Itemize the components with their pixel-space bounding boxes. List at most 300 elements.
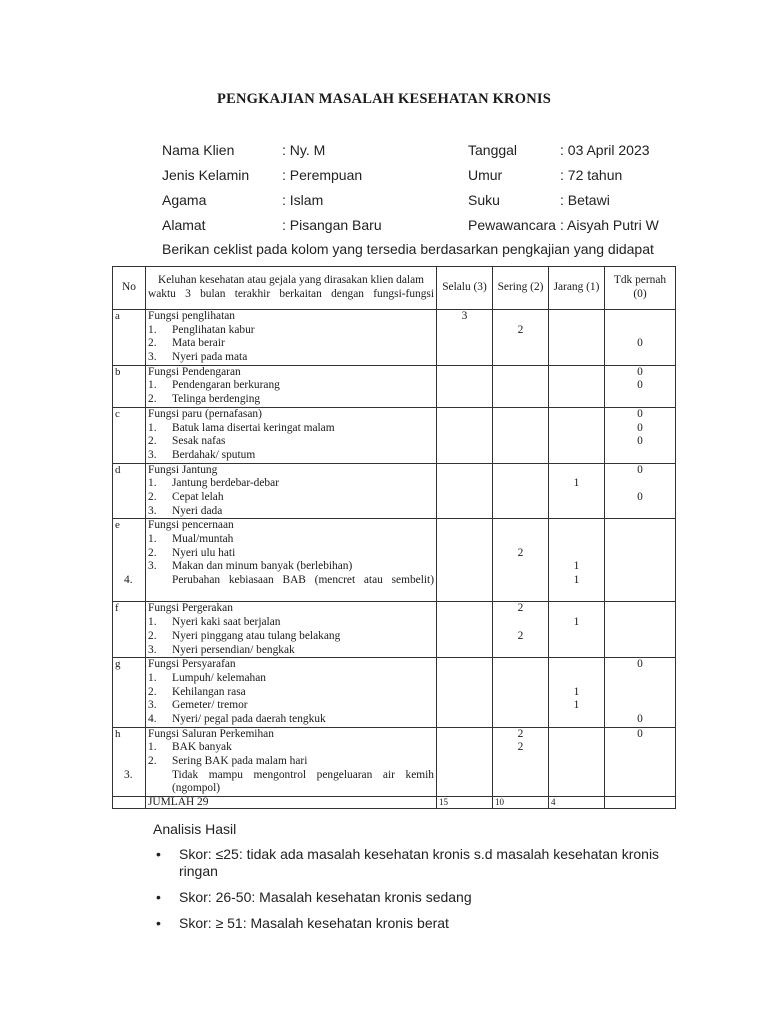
section-description (146, 658, 437, 727)
score-value (495, 616, 546, 630)
item-number: 1. (148, 533, 157, 545)
symptom-item (148, 560, 434, 574)
score-value (495, 658, 546, 672)
score-jarang (549, 727, 605, 796)
item-number: 1. (148, 616, 157, 629)
item-text: Lumpuh/ kelemahan (172, 671, 266, 684)
section-description (146, 310, 437, 366)
score-selalu (437, 310, 493, 366)
section-description (146, 463, 437, 519)
item-number: 3. (124, 768, 133, 781)
score-sering (493, 365, 549, 407)
score-value: 2 (517, 727, 524, 740)
score-value: 0 (637, 463, 643, 476)
score-value (551, 728, 602, 742)
score-value (607, 505, 673, 519)
item-number: 3. (148, 448, 157, 461)
score-value (439, 769, 490, 783)
score-selalu (437, 658, 493, 727)
symptom-item (148, 324, 434, 338)
score-value (439, 324, 490, 338)
info-label: Suku (468, 192, 500, 208)
item-text: Pendengaran berkurang (172, 379, 280, 392)
score-value (551, 505, 602, 519)
info-row (162, 167, 702, 192)
item-number: 2. (148, 629, 157, 642)
score-tdk-pernah (605, 407, 676, 463)
table-row (113, 602, 676, 658)
score-value: 0 (637, 435, 643, 448)
score-value: 2 (517, 629, 524, 642)
symptom-item (148, 741, 434, 755)
info-row (162, 217, 702, 242)
item-number: 1. (148, 323, 157, 336)
info-value: : Islam (282, 192, 324, 208)
score-value: 0 (637, 727, 643, 740)
item-text: Nyeri kaki saat berjalan (172, 616, 281, 629)
score-value (439, 435, 490, 449)
item-number: 2. (148, 755, 157, 767)
symptom-item (148, 616, 434, 630)
section-description (146, 407, 437, 463)
score-tdk-pernah (605, 519, 676, 602)
item-text: Jantung berdebar-debar (172, 477, 279, 490)
item-text: Sering BAK pada malam hari (172, 755, 308, 767)
symptom-item (148, 547, 434, 561)
score-sering (493, 727, 549, 796)
score-jarang (549, 310, 605, 366)
symptom-item (124, 768, 434, 796)
section-letter: f (113, 602, 146, 658)
score-value (551, 713, 602, 727)
score-value (439, 713, 490, 727)
symptom-item (148, 351, 434, 365)
score-value (495, 782, 546, 796)
score-selalu (437, 407, 493, 463)
score-sering (493, 463, 549, 519)
score-value (495, 505, 546, 519)
score-value (495, 379, 546, 393)
score-value: 0 (637, 421, 643, 434)
score-value (607, 672, 673, 686)
score-value (551, 337, 602, 351)
item-text: Nyeri dada (172, 504, 223, 517)
score-value (439, 616, 490, 630)
score-value (607, 324, 673, 338)
info-label: Nama Klien (162, 142, 235, 158)
symptom-item (148, 449, 434, 463)
section-description (146, 365, 437, 407)
section-letter: d (113, 463, 146, 519)
score-selalu (437, 727, 493, 796)
score-value (551, 782, 602, 796)
score-value (607, 351, 673, 365)
instruction-text: Berikan ceklist pada kolom yang tersedia berdasarkan pengkajian yang didapat (162, 241, 654, 257)
score-value (607, 547, 673, 561)
table-row (113, 727, 676, 796)
score-value (607, 393, 673, 407)
score-value (495, 351, 546, 365)
score-sering (493, 602, 549, 658)
item-text: Perubahan kebiasaan BAB (mencret atau sembelit) (172, 574, 434, 587)
score-value (551, 366, 602, 380)
item-text: Nyeri pinggang atau tulang belakang (172, 629, 341, 642)
score-value (551, 644, 602, 658)
score-value (607, 630, 673, 644)
score-tdk-pernah (605, 463, 676, 519)
header-selalu: Selalu (3) (437, 267, 493, 310)
item-text: Kehilangan rasa (172, 685, 246, 698)
score-value: 2 (517, 323, 524, 336)
symptom-item (148, 435, 434, 449)
info-label: Tanggal (468, 142, 518, 158)
info-value: : Ny. M (282, 142, 326, 158)
score-value (607, 755, 673, 769)
section-title: Fungsi pencernaan (148, 519, 234, 532)
item-text: Nyeri/ pegal pada daerah tengkuk (172, 712, 326, 725)
header-no: No (113, 267, 146, 310)
score-jarang (549, 602, 605, 658)
score-value: 1 (573, 560, 580, 573)
score-selalu (437, 519, 493, 602)
score-sering (493, 519, 549, 602)
score-value (607, 741, 673, 755)
score-value: 2 (517, 741, 524, 754)
score-value (607, 477, 673, 491)
score-value (439, 782, 490, 796)
item-text: Nyeri pada mata (172, 351, 248, 364)
score-value (495, 519, 546, 533)
table-row (113, 519, 676, 602)
section-title: Fungsi Saluran Perkemihan (148, 727, 274, 740)
item-number: 3. (148, 504, 157, 517)
symptom-item (148, 337, 434, 351)
section-title: Fungsi Pendengaran (148, 365, 241, 378)
score-value: 0 (637, 490, 643, 503)
item-text: Nyeri persendian/ bengkak (172, 643, 295, 656)
section-letter: g (113, 658, 146, 727)
score-value (439, 519, 490, 533)
score-value (607, 644, 673, 658)
bullet-icon: • (156, 846, 161, 862)
analysis-item (153, 889, 673, 906)
header-jarang: Jarang (1) (549, 267, 605, 310)
item-number: 2. (148, 490, 157, 503)
score-value (495, 755, 546, 769)
score-value (551, 435, 602, 449)
section-title: Fungsi Persyarafan (148, 658, 236, 671)
score-tdk-pernah (605, 658, 676, 727)
analysis-title: Analisis Hasil (153, 821, 237, 837)
symptom-item (148, 713, 434, 727)
score-value (439, 408, 490, 422)
score-value: 2 (517, 546, 524, 559)
score-value (607, 519, 673, 533)
score-value (607, 686, 673, 700)
score-value (439, 741, 490, 755)
score-value (495, 491, 546, 505)
score-value: 0 (637, 407, 643, 420)
section-letter: h (113, 727, 146, 796)
score-jarang (549, 463, 605, 519)
score-value (439, 422, 490, 436)
info-row (162, 142, 702, 167)
symptom-item (148, 686, 434, 700)
score-value (551, 379, 602, 393)
score-selalu (437, 463, 493, 519)
symptom-item (148, 491, 434, 505)
score-value (607, 769, 673, 783)
section-description (124, 727, 437, 796)
total-label: JUMLAH 29 (146, 797, 437, 809)
score-value (495, 560, 546, 574)
item-number: 1. (148, 477, 157, 490)
item-text: Tidak mampu mengontrol pengeluaran air kemih (ngompol) (172, 768, 434, 795)
score-value: 1 (573, 477, 580, 490)
symptom-item (148, 379, 434, 393)
score-jarang (549, 365, 605, 407)
symptom-item (148, 699, 434, 713)
score-value (607, 588, 673, 602)
score-value (551, 547, 602, 561)
info-label: Alamat (162, 217, 206, 233)
symptom-item (148, 630, 434, 644)
total-selalu: 15 (437, 797, 493, 809)
score-value (439, 477, 490, 491)
score-value (439, 755, 490, 769)
score-value (495, 686, 546, 700)
score-value (439, 337, 490, 351)
info-value: : 03 April 2023 (560, 142, 650, 158)
item-text: Gemeter/ tremor (172, 699, 248, 712)
score-value (439, 686, 490, 700)
item-number: 2. (148, 435, 157, 448)
page-title: PENGKAJIAN MASALAH KESEHATAN KRONIS (217, 91, 551, 107)
score-value (551, 408, 602, 422)
symptom-item (124, 574, 434, 588)
score-value (607, 574, 673, 588)
score-value (551, 491, 602, 505)
info-label: Agama (162, 192, 207, 208)
score-value: 0 (637, 365, 643, 378)
item-text: Mata berair (172, 337, 225, 350)
item-number: 1. (148, 671, 157, 684)
symptom-item (148, 477, 434, 491)
score-value (495, 769, 546, 783)
score-value (607, 602, 673, 616)
score-value: 1 (573, 699, 580, 712)
item-text: Cepat lelah (172, 490, 224, 503)
score-value (439, 574, 490, 588)
score-value (551, 755, 602, 769)
score-value (495, 644, 546, 658)
score-value: 0 (637, 712, 643, 725)
item-number: 2. (148, 685, 157, 698)
score-value (439, 547, 490, 561)
section-description (146, 602, 437, 658)
info-label: Jenis Kelamin (162, 167, 250, 183)
symptom-item (148, 533, 434, 547)
score-value (607, 449, 673, 463)
section-title: Fungsi Jantung (148, 463, 218, 476)
header-description: Keluhan kesehatan atau gejala yang dirasakan klien dalam waktu 3 bulan terakhir berkaitan dengan fungsi-fungsi (146, 267, 437, 310)
total-row (113, 797, 676, 809)
score-value (607, 310, 673, 324)
item-number: 3. (148, 699, 157, 712)
score-value (439, 560, 490, 574)
total-sering: 10 (493, 797, 549, 809)
score-value (439, 630, 490, 644)
section-description (124, 519, 437, 602)
analysis-list (153, 846, 673, 941)
item-number: 2. (148, 337, 157, 350)
total-jarang: 4 (549, 797, 605, 809)
item-number: 1. (148, 421, 157, 434)
score-value (495, 672, 546, 686)
item-text: Berdahak/ sputum (172, 448, 256, 461)
info-value: : Pisangan Baru (282, 217, 382, 233)
score-value (495, 366, 546, 380)
score-value (439, 728, 490, 742)
table-header-row (113, 267, 676, 310)
bullet-icon: • (156, 889, 161, 905)
score-value (551, 672, 602, 686)
score-value: 2 (517, 602, 524, 615)
score-value (495, 699, 546, 713)
analysis-text: Skor: ≤25: tidak ada masalah kesehatan kronis s.d masalah kesehatan kronis ringan (179, 846, 660, 879)
score-tdk-pernah (605, 727, 676, 796)
score-value (551, 393, 602, 407)
score-value (439, 672, 490, 686)
item-number: 3. (148, 560, 157, 573)
score-value (439, 699, 490, 713)
item-text: Mual/muntah (172, 533, 234, 545)
section-title: Fungsi Pergerakan (148, 602, 233, 615)
score-value (439, 366, 490, 380)
analysis-text: Skor: 26-50: Masalah kesehatan kronis sedang (179, 889, 472, 905)
score-value (551, 630, 602, 644)
info-value: : 72 tahun (560, 167, 623, 183)
score-value (551, 519, 602, 533)
score-jarang (549, 519, 605, 602)
assessment-table (112, 266, 676, 809)
analysis-item (153, 915, 673, 932)
score-value (551, 658, 602, 672)
item-number: 4. (148, 712, 157, 725)
score-tdk-pernah (605, 310, 676, 366)
section-letter: a (113, 310, 146, 366)
score-value (551, 741, 602, 755)
item-text: BAK banyak (172, 741, 232, 754)
score-value (439, 644, 490, 658)
score-value (495, 435, 546, 449)
score-value: 0 (637, 379, 643, 392)
header-tdk-pernah: Tdk pernah (0) (605, 267, 676, 310)
section-title: Fungsi paru (pernafasan) (148, 407, 262, 420)
score-value (551, 464, 602, 478)
symptom-item (148, 672, 434, 686)
score-selalu (437, 365, 493, 407)
score-value (551, 533, 602, 547)
analysis-text: Skor: ≥ 51: Masalah kesehatan kronis berat (179, 915, 449, 931)
score-value (551, 351, 602, 365)
score-jarang (549, 658, 605, 727)
score-value: 1 (573, 685, 580, 698)
symptom-item (148, 755, 434, 769)
symptom-item (148, 393, 434, 407)
patient-info (162, 142, 702, 242)
score-value (439, 602, 490, 616)
analysis-item (153, 846, 673, 880)
score-value (551, 588, 602, 602)
score-value (551, 310, 602, 324)
score-value (439, 533, 490, 547)
item-number: 1. (148, 379, 157, 392)
score-value (495, 477, 546, 491)
score-value (439, 351, 490, 365)
score-value (551, 449, 602, 463)
score-value (439, 379, 490, 393)
score-value: 0 (637, 658, 643, 671)
score-value: 3 (461, 310, 468, 322)
item-number: 2. (148, 546, 157, 559)
score-value (607, 560, 673, 574)
score-value (551, 769, 602, 783)
info-value: : Perempuan (282, 167, 363, 183)
section-letter: b (113, 365, 146, 407)
symptom-item (148, 644, 434, 658)
score-value (495, 408, 546, 422)
symptom-item (148, 505, 434, 519)
symptom-item (148, 422, 434, 436)
score-value (495, 337, 546, 351)
item-text: Sesak nafas (172, 435, 226, 448)
score-tdk-pernah (605, 602, 676, 658)
score-sering (493, 310, 549, 366)
score-value (439, 588, 490, 602)
info-row (162, 192, 702, 217)
info-value: : Betawi (560, 192, 610, 208)
score-value (495, 713, 546, 727)
info-value: : Aisyah Putri W (560, 217, 659, 233)
bullet-icon: • (156, 915, 161, 931)
section-title: Fungsi penglihatan (148, 310, 236, 322)
table-row (113, 310, 676, 366)
score-jarang (549, 407, 605, 463)
score-value: 1 (573, 616, 580, 629)
total-no (113, 797, 146, 809)
item-text: Penglihatan kabur (172, 323, 255, 336)
table-body (113, 310, 676, 809)
score-value (439, 658, 490, 672)
table-row (113, 365, 676, 407)
info-label: Pewawancara (468, 217, 556, 233)
item-number: 4. (124, 574, 133, 587)
total-tdk (605, 797, 676, 809)
score-value (551, 422, 602, 436)
item-text: Batuk lama disertai keringat malam (172, 421, 335, 434)
score-sering (493, 658, 549, 727)
score-value (439, 491, 490, 505)
score-value (439, 464, 490, 478)
item-number: 3. (148, 643, 157, 656)
header-sering: Sering (2) (493, 267, 549, 310)
score-value (495, 449, 546, 463)
item-text: Telinga berdenging (172, 393, 261, 406)
section-letter: e (113, 519, 146, 602)
item-number: 1. (148, 741, 157, 754)
info-label: Umur (468, 167, 503, 183)
